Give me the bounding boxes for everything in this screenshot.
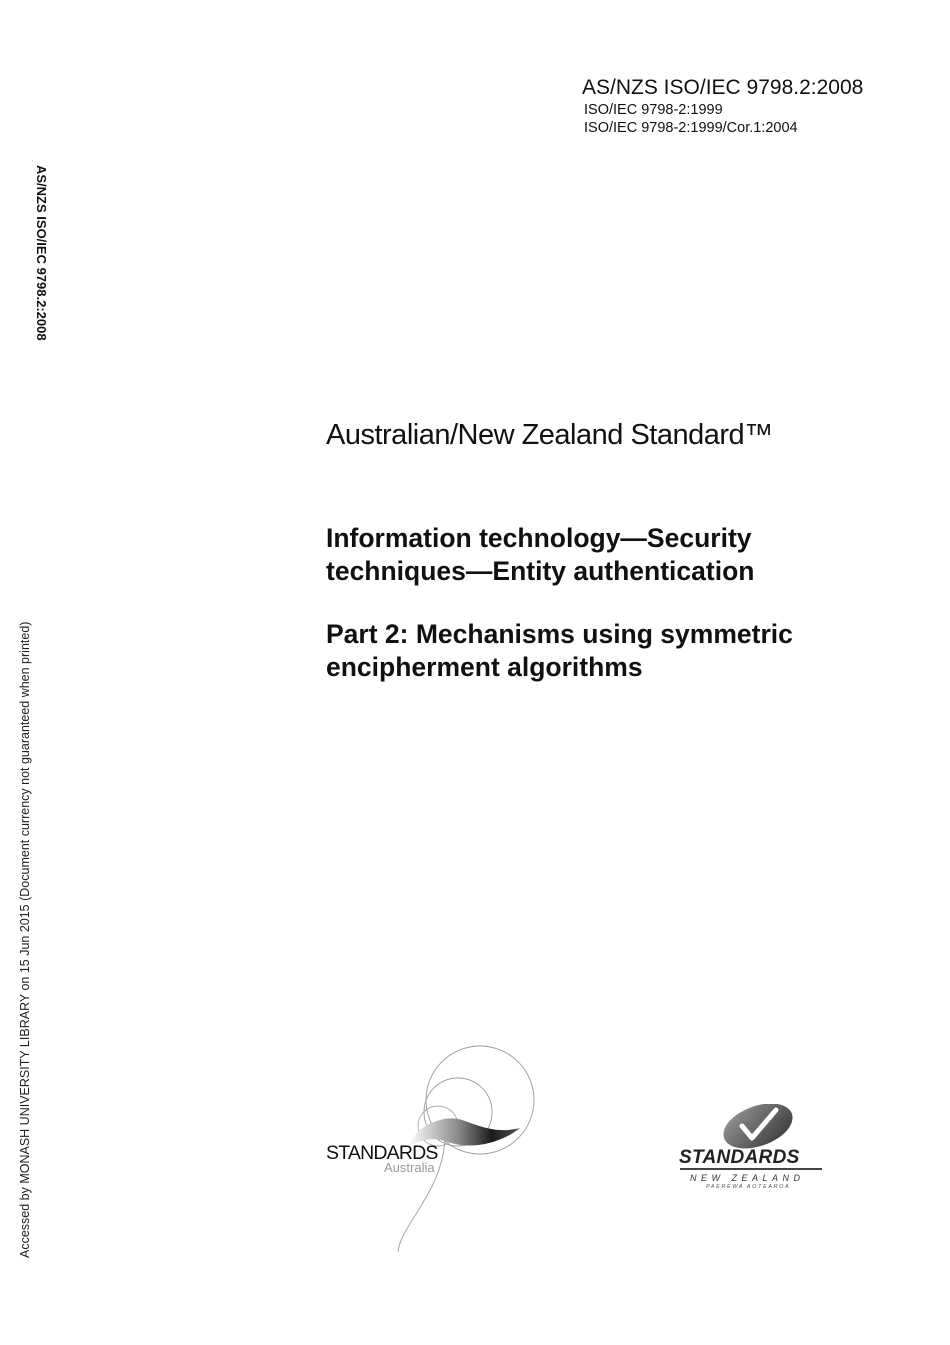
standards-australia-wordmark: STANDARDS <box>326 1142 438 1164</box>
title-line: Information technology—Security <box>326 523 752 553</box>
divider <box>680 1168 822 1170</box>
standard-number: AS/NZS ISO/IEC 9798.2:2008 <box>582 76 864 99</box>
equivalent-standard: ISO/IEC 9798-2:1999 <box>584 102 723 118</box>
part-title <box>326 618 906 684</box>
standard-type-heading: Australian/New Zealand Standard™ <box>326 419 773 451</box>
standards-nz-subtitle: NEW ZEALAND <box>690 1173 805 1183</box>
document-title <box>326 522 886 588</box>
standards-nz-wordmark: STANDARDS <box>679 1147 800 1168</box>
equivalent-standard: ISO/IEC 9798-2:1999/Cor.1:2004 <box>584 120 798 136</box>
part-line: encipherment algorithms <box>326 652 643 682</box>
standards-australia-subtitle: Australia <box>384 1160 435 1175</box>
access-note: Accessed by MONASH UNIVERSITY LIBRARY on 15 Jun 2015 (Document currency not guaranteed when printed) <box>18 621 32 1258</box>
standards-nz-maori-subtitle: PAEREWA AOTEAROA <box>706 1184 791 1190</box>
spine-standard-id: AS/NZS ISO/IEC 9798.2:2008 <box>34 165 49 341</box>
part-line: Part 2: Mechanisms using symmetric <box>326 619 793 649</box>
title-line: techniques—Entity authentication <box>326 556 755 586</box>
